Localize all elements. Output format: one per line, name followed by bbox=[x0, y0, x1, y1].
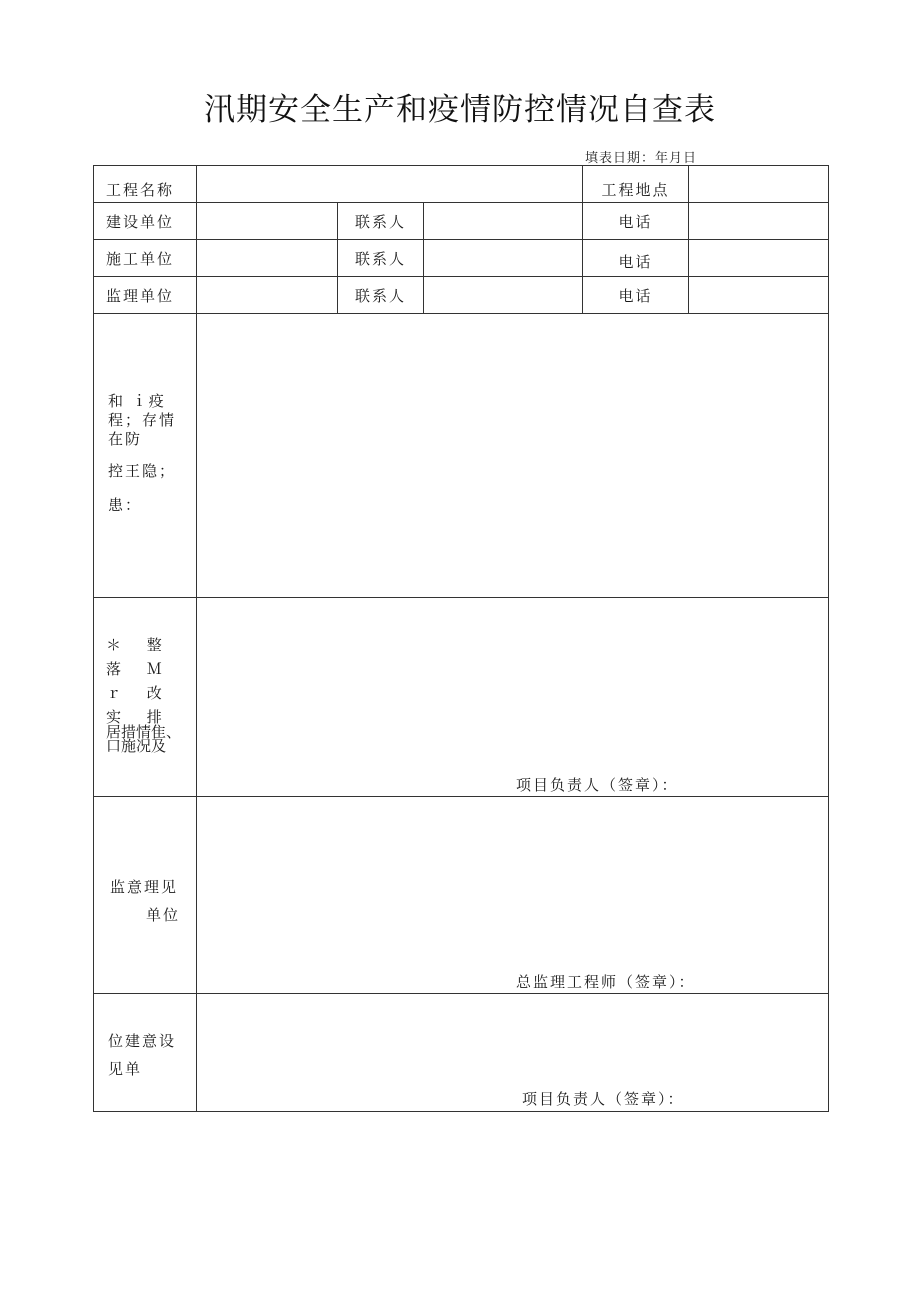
hazard-label-line: 患： bbox=[108, 496, 143, 514]
supervision-unit-row bbox=[94, 277, 829, 314]
supervision-contact-label: 联系人 bbox=[338, 277, 424, 314]
rectify-signature-label: 项目负责人（签章）： bbox=[516, 776, 679, 794]
builder-unit-label: 施工单位 bbox=[94, 240, 197, 277]
rectify-label-line: 实 排 bbox=[106, 708, 164, 726]
project-name-field[interactable] bbox=[197, 166, 583, 203]
owner-opinion-label-line: 位建意设 bbox=[108, 1032, 177, 1050]
builder-phone-label: 电话 bbox=[583, 240, 689, 277]
construction-phone-label: 电话 bbox=[583, 203, 689, 240]
hazard-content-field[interactable] bbox=[197, 314, 829, 598]
owner-opinion-label-line: 见单 bbox=[108, 1060, 143, 1078]
supervision-opinion-label-cell bbox=[94, 797, 197, 994]
rectify-row bbox=[94, 598, 829, 797]
owner-opinion-row bbox=[94, 994, 829, 1112]
supervision-phone-field[interactable] bbox=[689, 277, 829, 314]
owner-opinion-label-cell bbox=[94, 994, 197, 1112]
rectify-content-field[interactable] bbox=[197, 598, 829, 797]
construction-unit-field[interactable] bbox=[197, 203, 338, 240]
rectify-label-cell bbox=[94, 598, 197, 797]
construction-unit-label: 建设单位 bbox=[94, 203, 197, 240]
self-inspection-form bbox=[93, 165, 829, 1112]
hazard-label bbox=[108, 392, 176, 515]
owner-opinion-label bbox=[108, 1027, 176, 1083]
construction-contact-field[interactable] bbox=[424, 203, 583, 240]
supervision-unit-field[interactable] bbox=[197, 277, 338, 314]
project-name-label: 工程名称 bbox=[94, 166, 197, 203]
fill-date: 填表日期：年月日 bbox=[585, 151, 698, 166]
supervision-opinion-label-line: 监意理见 bbox=[110, 878, 179, 896]
rectify-label-line: ＊ 整 bbox=[106, 636, 164, 654]
rectify-label bbox=[106, 633, 181, 753]
supervision-contact-field[interactable] bbox=[424, 277, 583, 314]
builder-contact-field[interactable] bbox=[424, 240, 583, 277]
hazard-label-line: 在防 bbox=[108, 430, 143, 448]
form-title: 汛期安全生产和疫情防控情况自查表 bbox=[204, 92, 716, 128]
project-location-label: 工程地点 bbox=[583, 166, 689, 203]
hazard-label-line: 程；存情 bbox=[108, 411, 177, 429]
supervision-unit-label: 监理单位 bbox=[94, 277, 197, 314]
builder-contact-label: 联系人 bbox=[338, 240, 424, 277]
supervision-opinion-row bbox=[94, 797, 829, 994]
builder-unit-row bbox=[94, 240, 829, 277]
construction-unit-row bbox=[94, 203, 829, 240]
supervision-opinion-label-line: 单位 bbox=[146, 906, 181, 924]
owner-opinion-field[interactable] bbox=[197, 994, 829, 1112]
supervision-opinion-label bbox=[110, 873, 180, 929]
hazard-label-line: 控王隐； bbox=[108, 462, 177, 480]
builder-unit-field[interactable] bbox=[197, 240, 338, 277]
hazard-label-cell bbox=[94, 314, 197, 598]
rectify-label-line: 居措情隹、 bbox=[106, 723, 182, 741]
rectify-label-line: 口施况及 bbox=[106, 737, 167, 755]
owner-signature-label: 项目负责人（签章）： bbox=[522, 1090, 685, 1108]
rectify-label-line: 落 Ｍ bbox=[106, 660, 164, 678]
supervision-signature-label: 总监理工程师（签章）： bbox=[516, 973, 696, 991]
supervision-phone-label: 电话 bbox=[583, 277, 689, 314]
rectify-label-line: ｒ 改 bbox=[106, 684, 164, 702]
supervision-opinion-field[interactable] bbox=[197, 797, 829, 994]
project-row bbox=[94, 166, 829, 203]
project-location-field[interactable] bbox=[689, 166, 829, 203]
hazard-label-line: 和 ｉ疫 bbox=[108, 392, 166, 410]
construction-contact-label: 联系人 bbox=[338, 203, 424, 240]
hazard-row bbox=[94, 314, 829, 598]
builder-phone-field[interactable] bbox=[689, 240, 829, 277]
construction-phone-field[interactable] bbox=[689, 203, 829, 240]
